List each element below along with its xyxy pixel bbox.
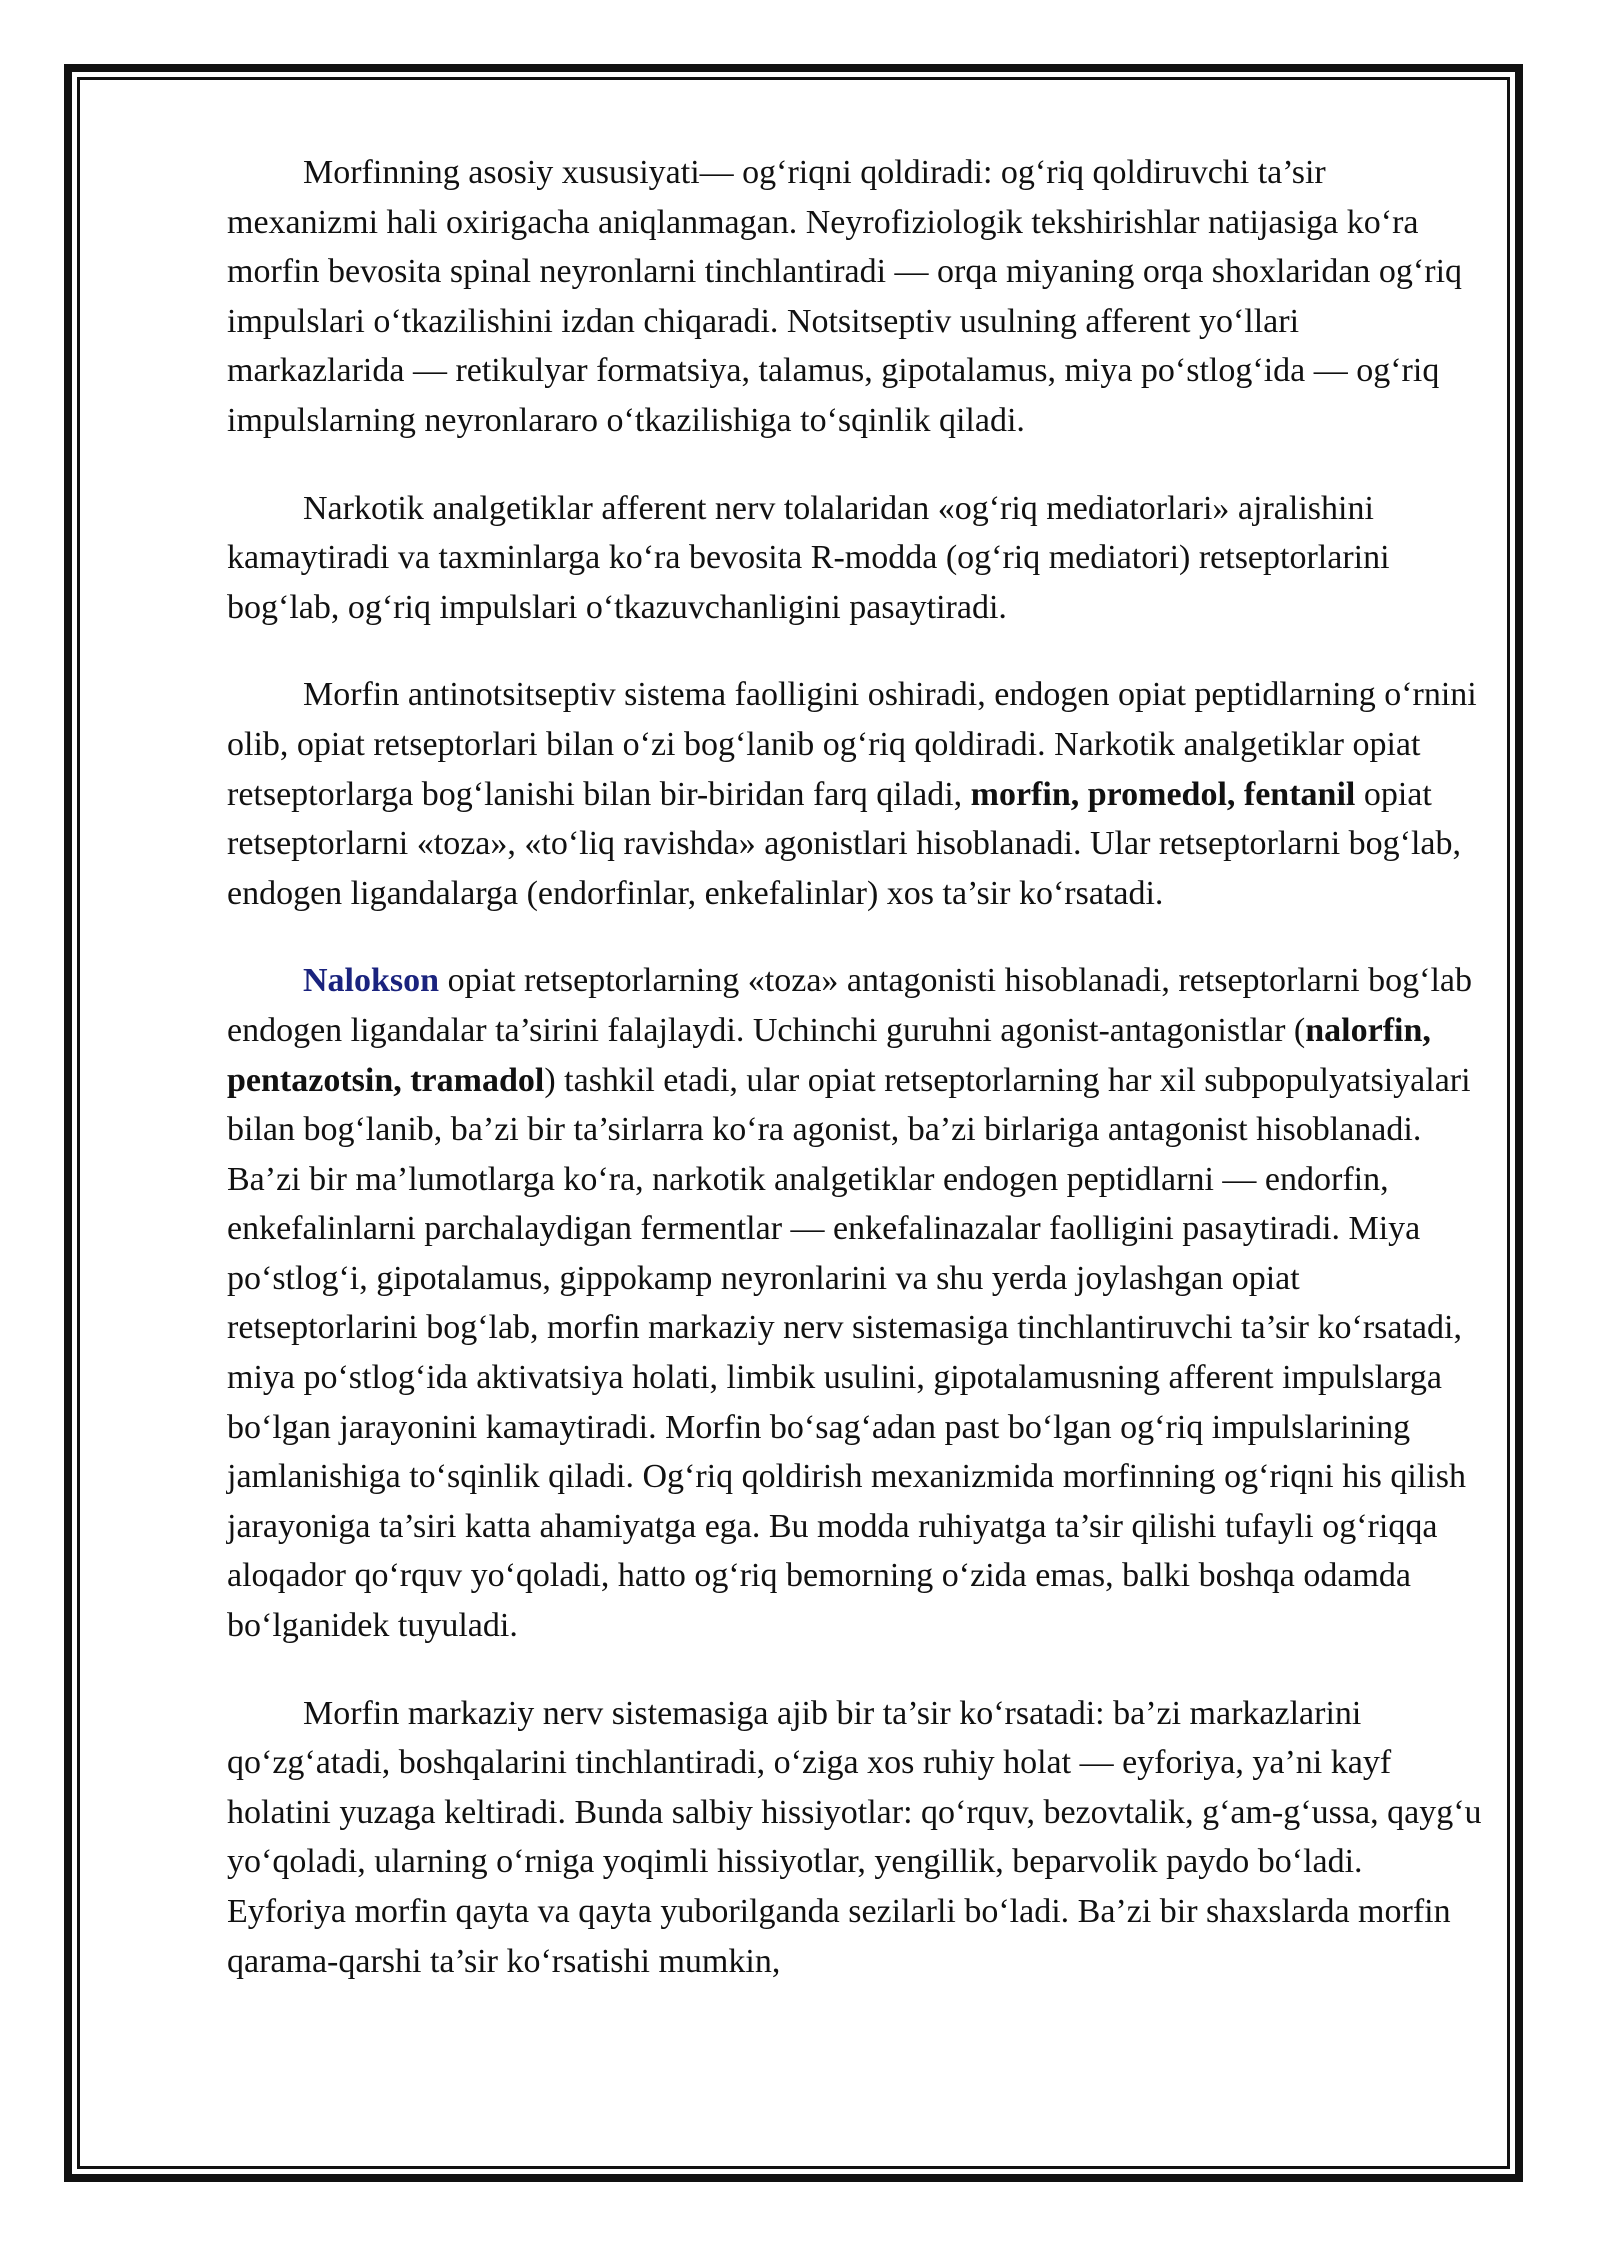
paragraph-2: Narkotik analgetiklar afferent nerv tolalaridan «og‘riq mediatorlari» ajralishini kamaytiradi va taxminlarga ko‘ra bevosita R-modda (og‘riq mediatori) retseptorlarini bog‘lab, og‘riq impulslari o‘tkazuvchanligini pasaytiradi. <box>227 489 1390 626</box>
paragraph-4-text-b: ) tashkil etadi, ular opiat retseptorlarning har xil subpopulyatsiyalari bilan bog‘lanib, ba’zi bir ta’sirlarra ko‘ra agonist, ba’zi birlariga antagonist hisoblanadi. Ba’zi bir ma’lumotlarga ko‘ra, narkotik analgetiklar endogen peptidlarni — endorfin, enkefalinlarni parchalaydigan fermentlar — enkefalinazalar faolligini pasaytiradi. Miya po‘stlog‘i, gipotalamus, gippokamp neyronlarini va shu yerda joylashgan opiat retseptorlarini bog‘lab, morfin markaziy nerv sistemasiga tinchlantiruvchi ta’sir ko‘rsatadi, miya po‘stlog‘ida aktivatsiya holati, limbik usulini, gipotalamusning afferent impulslarga bo‘lgan jarayonini kamaytiradi. Morfin bo‘sag‘adan past bo‘lgan og‘riq impulslarining jamlanishiga to‘sqinlik qiladi. Og‘riq qoldirish mexanizmida morfinning og‘riqni his qilish jarayoniga ta’siri katta ahamiyatga ega. Bu modda ruhiyatga ta’sir qilishi tufayli og‘riqqa aloqador qo‘rquv yo‘qoladi, hatto og‘riq bemorning o‘zida emas, balki boshqa odamda bo‘lganidek tuyuladi. <box>227 1061 1471 1645</box>
paragraph-3-text-b: opiat retseptorlarni «toza», «to‘liq ravishda» agonistlari hisoblanadi. Ular retseptorlarni bog‘lab, endogen ligandalarga (endorfinlar, enkefalinlar) xos ta’sir ko‘rsatadi. <box>227 775 1462 912</box>
paragraph-4 <box>227 956 1482 1650</box>
paragraph-3-bold-drugs: morfin, promedol, fentanil <box>970 775 1356 813</box>
paragraph-4-bold-drugs: nalorfin, pentazotsin, tramadol <box>227 1011 1431 1099</box>
paragraph-3-text-a: Morfin antinotsitseptiv sistema faolligini oshiradi, endogen opiat peptidlarning o‘rnini olib, opiat retseptorlari bilan o‘zi bog‘lanib og‘riq qoldiradi. Narkotik analgetiklar opiat retseptorlarga bog‘lanishi bilan bir-biridan farq qiladi, <box>227 676 1477 813</box>
paragraph-3 <box>227 670 1482 918</box>
paragraph-4-accent-term: Nalokson <box>303 962 440 1000</box>
document-body <box>227 148 1482 1986</box>
paragraph-4-text-a: opiat retseptorlarning «toza» antagonisti hisoblanadi, retseptorlarni bog‘lab endogen ligandalar ta’sirini falajlaydi. Uchinchi guruhni agonist-antagonistlar ( <box>227 962 1472 1049</box>
paragraph-1: Morfinning asosiy xususiyati— og‘riqni qoldiradi: og‘riq qoldiruvchi ta’sir mexanizmi hali oxirigacha aniqlanmagan. Neyrofiziologik tekshirishlar natijasiga ko‘ra morfin bevosita spinal neyronlarni tinchlantiradi — orqa miyaning orqa shoxlaridan og‘riq impulslari o‘tkazilishini izdan chiqaradi. Notsitseptiv usulning afferent yo‘llari markazlarida — retikulyar formatsiya, talamus, gipotalamus, miya po‘stlog‘ida — og‘riq impulslarning neyronlararo o‘tkazilishiga to‘sqinlik qiladi. <box>227 154 1463 439</box>
paragraph-5: Morfin markaziy nerv sistemasiga ajib bir ta’sir ko‘rsatadi: ba’zi markazlarini qo‘zg‘atadi, boshqalarini tinchlantiradi, o‘ziga xos ruhiy holat — eyforiya, ya’ni kayf holatini yuzaga keltiradi. Bunda salbiy hissiyotlar: qo‘rquv, bezovtalik, g‘am-g‘ussa, qayg‘u yo‘qoladi, ularning o‘rniga yoqimli hissiyotlar, yengillik, beparvolik paydo bo‘ladi. Eyforiya morfin qayta va qayta yuborilganda sezilarli bo‘ladi. Ba’zi bir shaxslarda morfin qarama-qarshi ta’sir ko‘rsatishi mumkin, <box>227 1694 1482 1980</box>
